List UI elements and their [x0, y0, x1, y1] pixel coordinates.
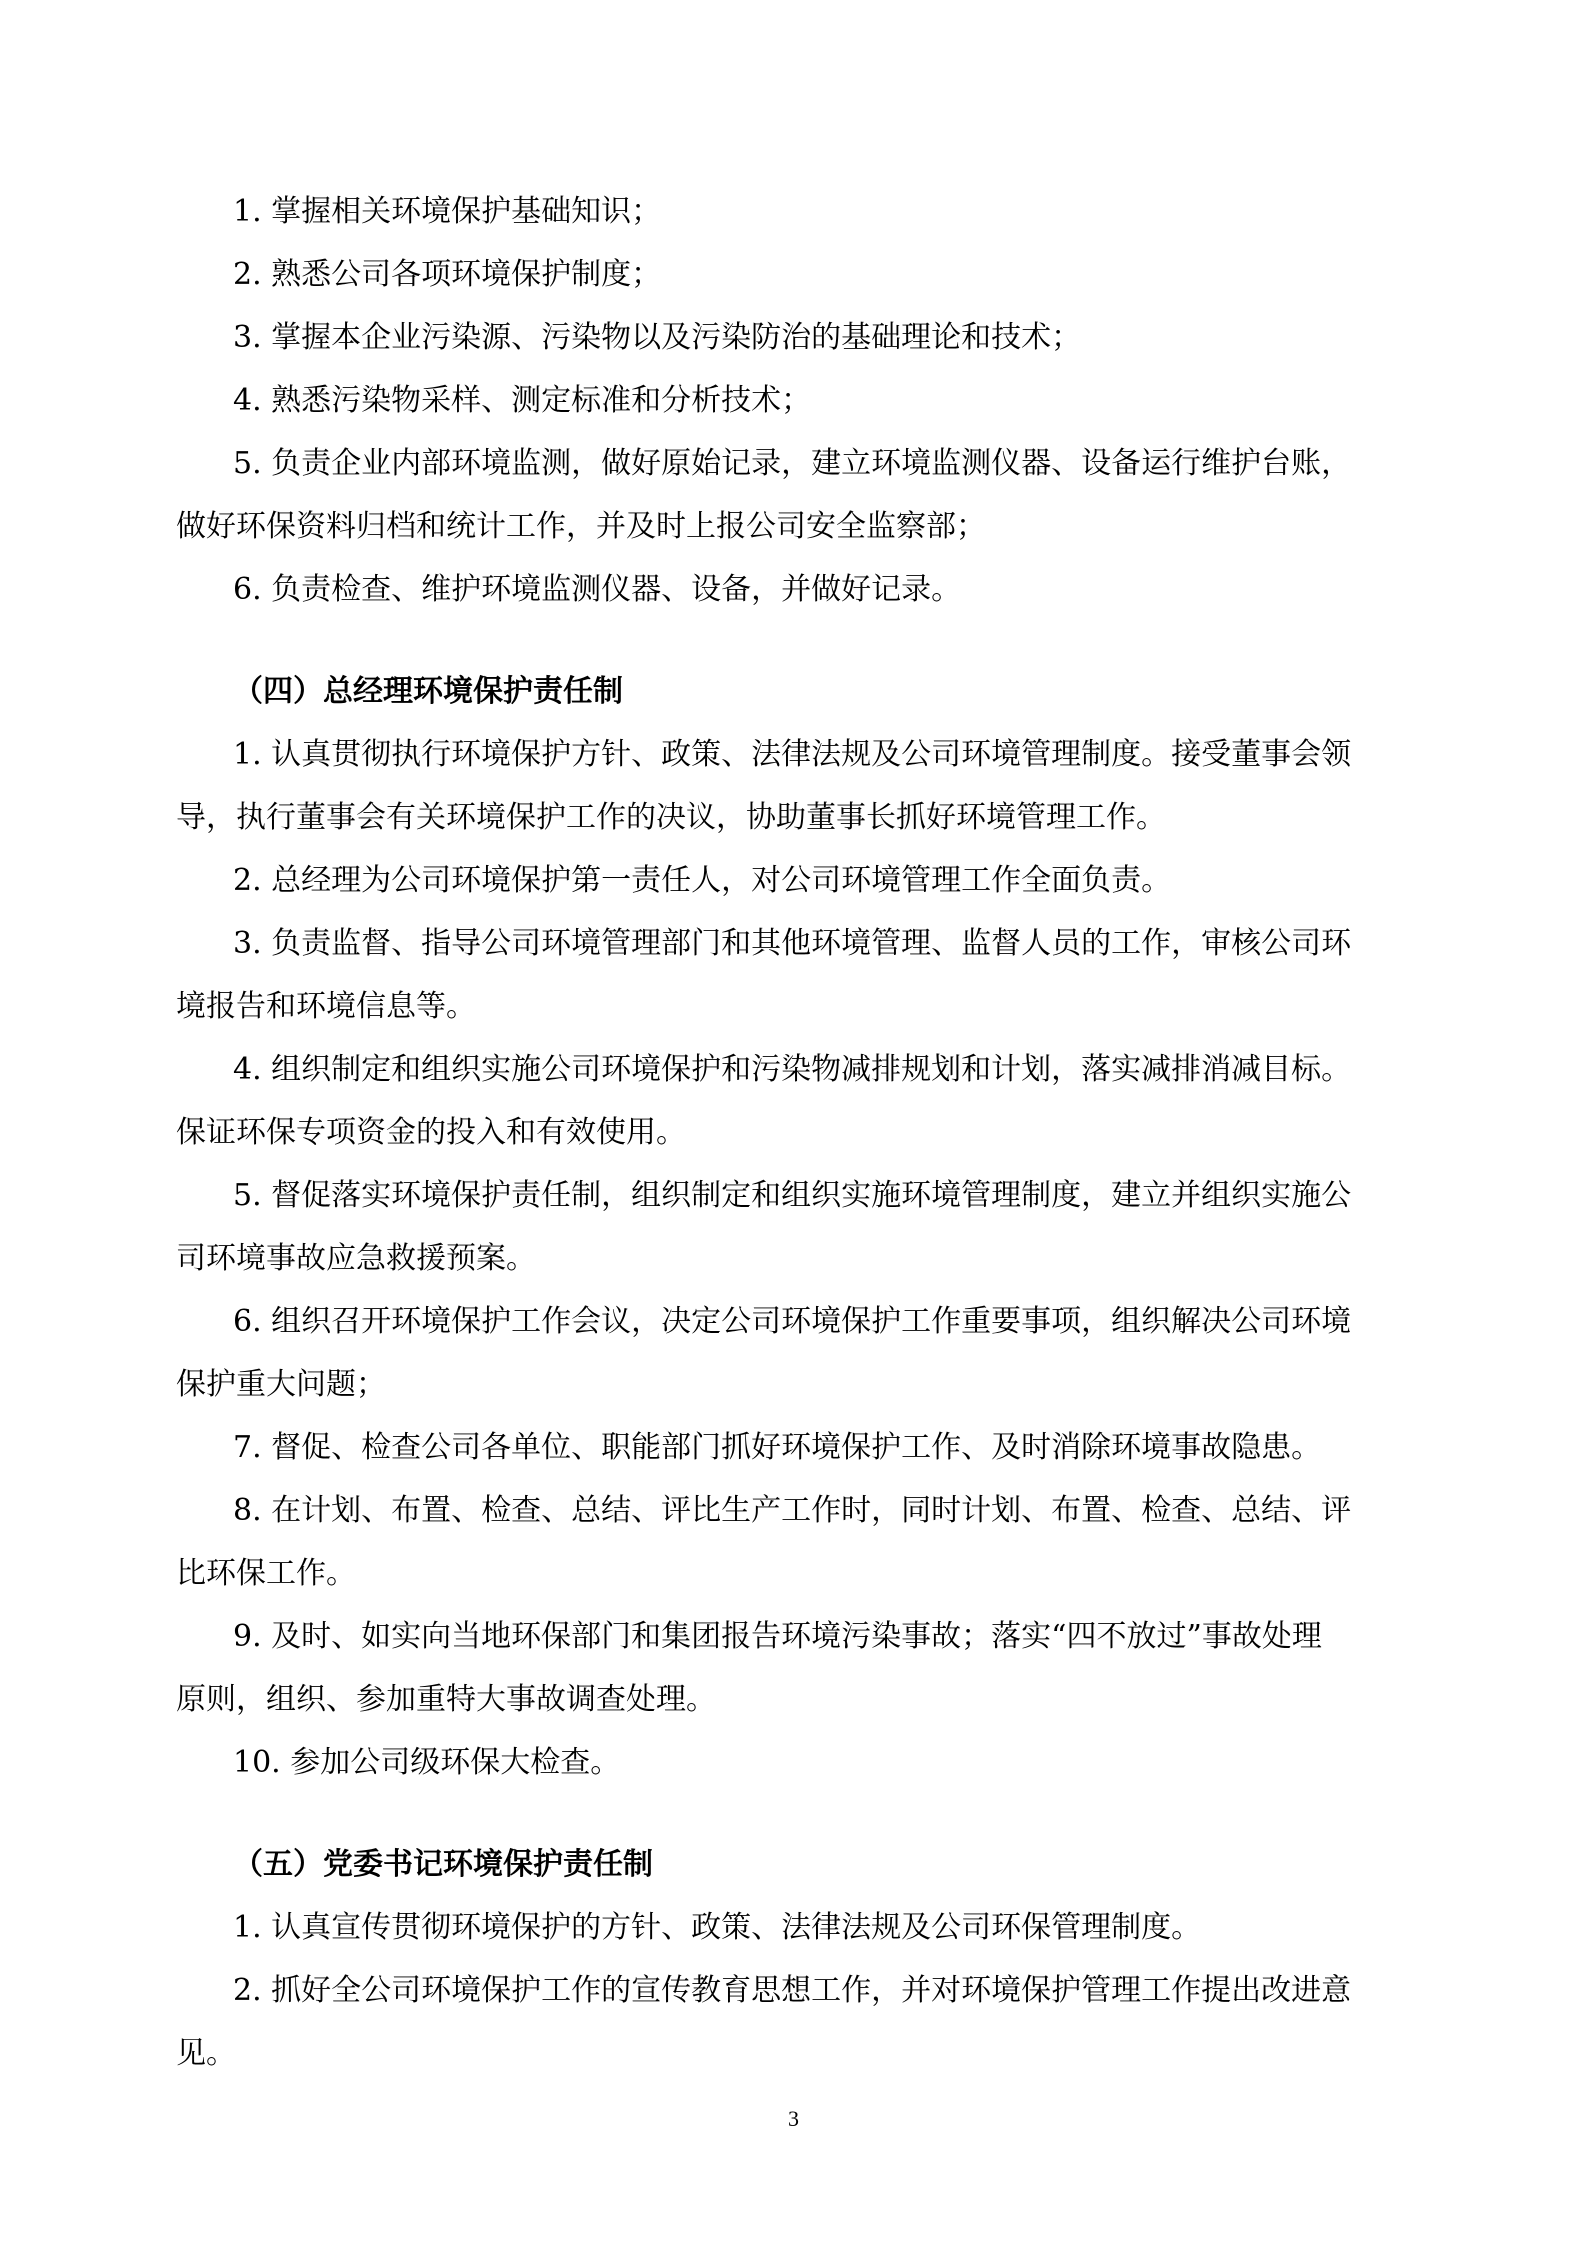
list-item-continuation: 原则，组织、参加重特大事故调查处理。 [176, 1682, 716, 1717]
list-item: 7. 督促、检查公司各单位、职能部门抓好环境保护工作、及时消除环境事故隐患。 [233, 1430, 1322, 1465]
list-item: 10. 参加公司级环保大检查。 [233, 1745, 621, 1780]
list-item: 2. 总经理为公司环境保护第一责任人，对公司环境管理工作全面负责。 [233, 863, 1172, 898]
list-item: 3. 掌握本企业污染源、污染物以及污染防治的基础理论和技术； [233, 320, 1082, 355]
list-item: 3. 负责监督、指导公司环境管理部门和其他环境管理、监督人员的工作，审核公司环 [233, 926, 1352, 961]
list-item-continuation: 比环保工作。 [176, 1556, 356, 1591]
list-item: 4. 熟悉污染物采样、测定标准和分析技术； [233, 383, 812, 418]
page-number: 3 [788, 2106, 799, 2131]
list-item-continuation: 导，执行董事会有关环境保护工作的决议，协助董事长抓好环境管理工作。 [176, 800, 1166, 835]
list-item: 6. 组织召开环境保护工作会议，决定公司环境保护工作重要事项，组织解决公司环境 [233, 1304, 1352, 1339]
list-item-continuation: 做好环保资料归档和统计工作，并及时上报公司安全监察部； [176, 509, 986, 544]
list-item: 2. 熟悉公司各项环境保护制度； [233, 257, 662, 292]
section-heading: （五）党委书记环境保护责任制 [233, 1847, 653, 1882]
list-item: 1. 掌握相关环境保护基础知识； [233, 194, 662, 229]
section-heading: （四）总经理环境保护责任制 [233, 674, 623, 709]
list-item: 6. 负责检查、维护环境监测仪器、设备，并做好记录。 [233, 572, 962, 607]
list-item: 2. 抓好全公司环境保护工作的宣传教育思想工作，并对环境保护管理工作提出改进意 [233, 1973, 1352, 2008]
list-item-continuation: 保证环保专项资金的投入和有效使用。 [176, 1115, 686, 1150]
list-item: 9. 及时、如实向当地环保部门和集团报告环境污染事故；落实“四不放过”事故处理 [233, 1619, 1322, 1654]
list-item: 5. 负责企业内部环境监测，做好原始记录，建立环境监测仪器、设备运行维护台账， [233, 446, 1352, 481]
list-item: 8. 在计划、布置、检查、总结、评比生产工作时，同时计划、布置、检查、总结、评 [233, 1493, 1352, 1528]
list-item-continuation: 司环境事故应急救援预案。 [176, 1241, 536, 1276]
list-item: 1. 认真宣传贯彻环境保护的方针、政策、法律法规及公司环保管理制度。 [233, 1910, 1202, 1945]
list-item-continuation: 见。 [176, 2036, 236, 2071]
list-item-continuation: 境报告和环境信息等。 [176, 989, 476, 1024]
list-item: 5. 督促落实环境保护责任制，组织制定和组织实施环境管理制度，建立并组织实施公 [233, 1178, 1352, 1213]
list-item-continuation: 保护重大问题； [176, 1367, 386, 1402]
list-item: 4. 组织制定和组织实施公司环境保护和污染物减排规划和计划，落实减排消减目标。 [233, 1052, 1352, 1087]
list-item: 1. 认真贯彻执行环境保护方针、政策、法律法规及公司环境管理制度。接受董事会领 [233, 737, 1352, 772]
